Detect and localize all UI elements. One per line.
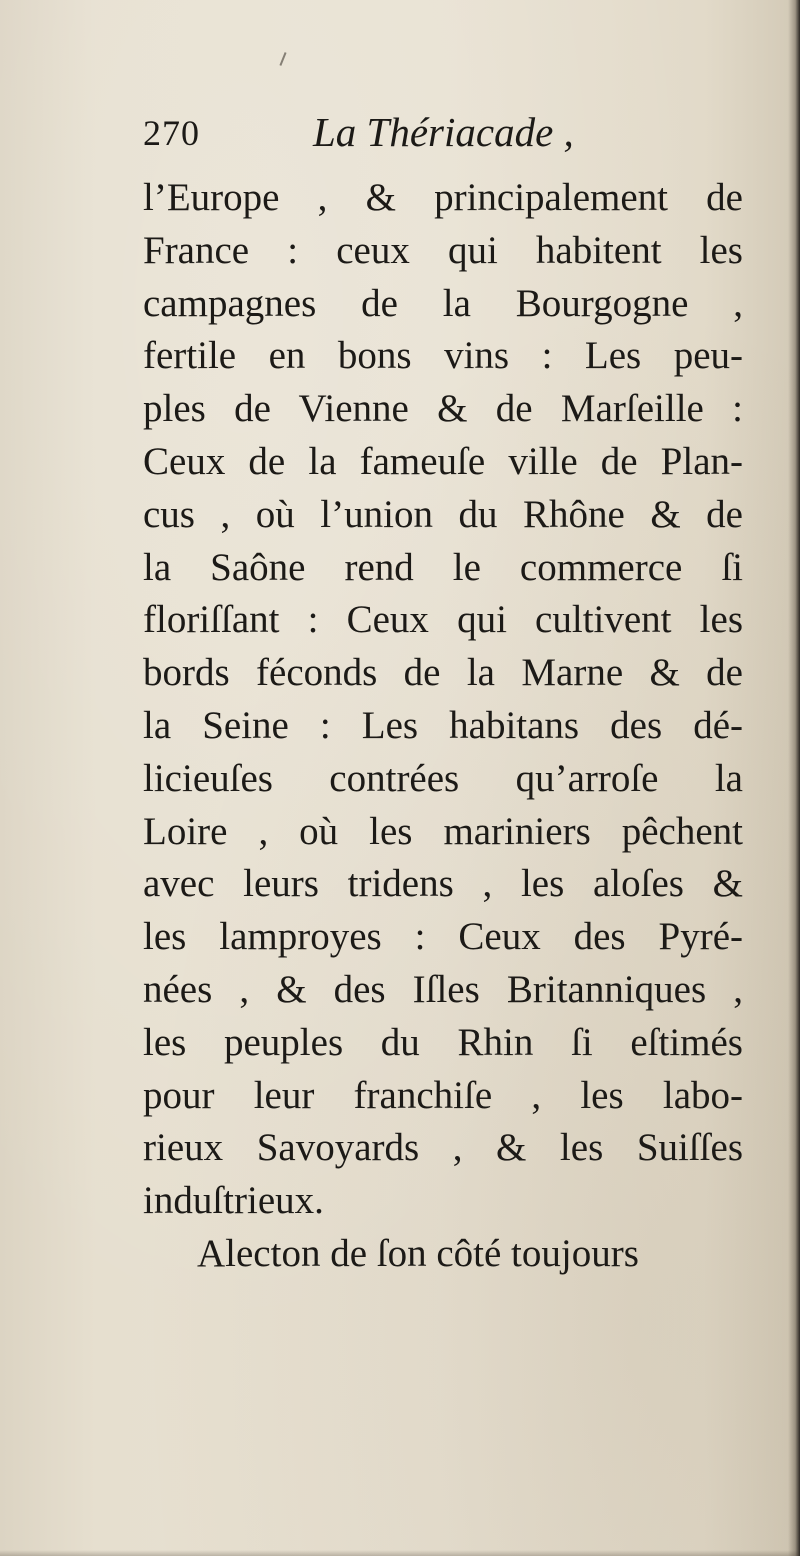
text-line: les lamproyes : Ceux des Pyré-: [143, 915, 743, 959]
body-text: [143, 172, 743, 1281]
ink-mark: [279, 52, 286, 66]
text-line: la Seine : Les habitans des dé-: [143, 703, 743, 747]
text-line: campagnes de la Bourgogne ,: [143, 281, 743, 325]
text-line: floriſſant : Ceux qui cultivent les: [143, 598, 743, 642]
text-line: induſtrieux.: [143, 1179, 324, 1223]
text-line: fertile en bons vins : Les peu-: [143, 334, 743, 378]
text-line: cus , où l’union du Rhône & de: [143, 492, 743, 536]
text-line: Loire , où les mariniers pêchent: [143, 809, 743, 853]
page-edge-shadow: [788, 0, 800, 1556]
text-line: rieux Savoyards , & les Suiſſes: [143, 1126, 743, 1170]
page-number: 270: [143, 113, 200, 153]
page-bottom-edge: [0, 1550, 800, 1556]
text-line: pour leur franchiſe , les labo-: [143, 1073, 743, 1117]
text-line: Ceux de la fameuſe ville de Plan-: [143, 439, 743, 483]
text-line: licieuſes contrées qu’arroſe la: [143, 756, 743, 800]
text-line: avec leurs tridens , les aloſes &: [143, 862, 743, 906]
running-title: La Thériacade ,: [313, 109, 574, 155]
text-line: la Saône rend le commerce ſi: [143, 545, 743, 589]
page-header: [143, 108, 763, 164]
text-line: l’Europe , & principalement de: [143, 176, 743, 219]
text-line: bords féconds de la Marne & de: [143, 651, 743, 695]
text-line: nées , & des Iſles Britanniques ,: [143, 967, 743, 1011]
text-line: France : ceux qui habitent les: [143, 228, 743, 272]
text-line: les peuples du Rhin ſi eſtimés: [143, 1020, 743, 1064]
text-line: ples de Vienne & de Marſeille :: [143, 387, 743, 431]
text-line: Alecton de ſon côté toujours: [197, 1231, 639, 1275]
